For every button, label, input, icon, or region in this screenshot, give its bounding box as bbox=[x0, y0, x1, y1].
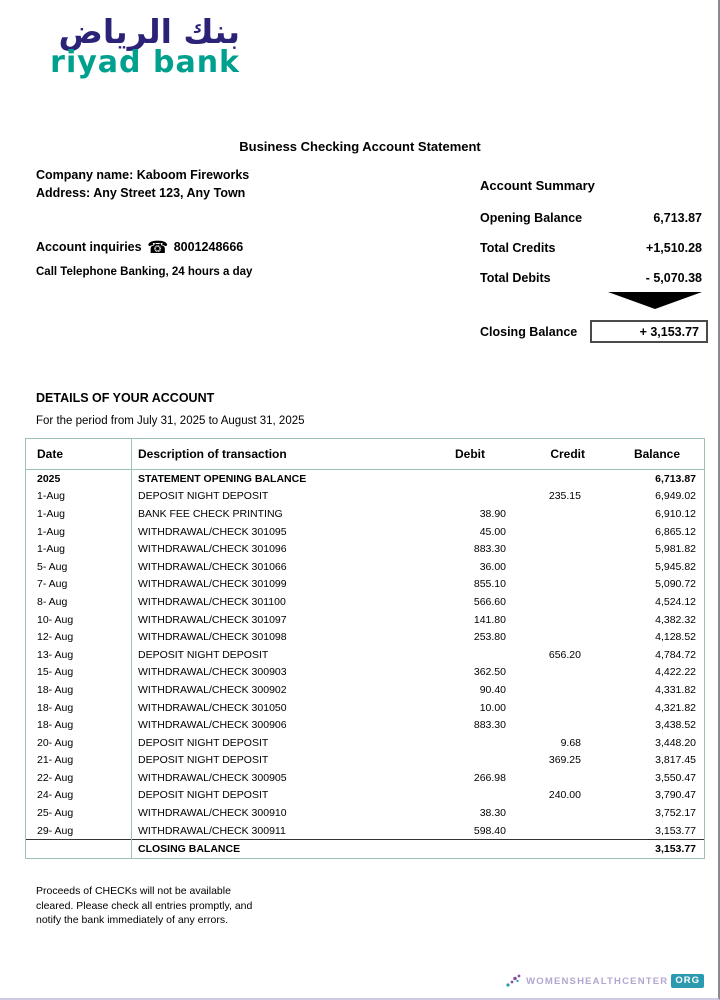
table-row bbox=[26, 488, 704, 506]
cell-description: BANK FEE CHECK PRINTING bbox=[138, 507, 283, 520]
cell-date: 18- Aug bbox=[37, 683, 74, 696]
account-inquiries-label: Account inquiries bbox=[36, 240, 142, 254]
column-header-credit: Credit bbox=[550, 447, 585, 461]
cell-balance: 3,448.20 bbox=[655, 736, 696, 749]
cell-balance: 6,910.12 bbox=[655, 507, 696, 520]
cell-description: WITHDRAWAL/CHECK 300903 bbox=[138, 666, 287, 679]
cell-credit: 656.20 bbox=[548, 648, 581, 661]
closing-balance-row bbox=[480, 320, 708, 344]
telephone-banking-note: Call Telephone Banking, 24 hours a day bbox=[36, 266, 253, 278]
watermark-dots-icon bbox=[505, 973, 523, 989]
cell-balance: 3,438.52 bbox=[655, 719, 696, 732]
cell-description: WITHDRAWAL/CHECK 301099 bbox=[138, 578, 287, 591]
cell-date: 12- Aug bbox=[37, 631, 74, 644]
statement-period: For the period from July 31, 2025 to August 31, 2025 bbox=[36, 415, 305, 427]
table-row bbox=[26, 576, 704, 594]
footer-note-line: Proceeds of CHECKs will not be available bbox=[36, 885, 231, 897]
cell-credit: 235.15 bbox=[548, 490, 581, 503]
cell-date: 22- Aug bbox=[37, 771, 74, 784]
company-address: Address: Any Street 123, Any Town bbox=[36, 186, 246, 200]
footer-note-line: notify the bank immediately of any errors. bbox=[36, 914, 229, 926]
cell-date: 1-Aug bbox=[37, 490, 66, 503]
transactions-table bbox=[25, 438, 705, 859]
cell-balance: 6,949.02 bbox=[655, 490, 696, 503]
cell-description: WITHDRAWAL/CHECK 300906 bbox=[138, 719, 287, 732]
summary-row-value: - 5,070.38 bbox=[645, 271, 702, 285]
watermark-text: WOMENSHEALTHCENTER bbox=[526, 975, 669, 987]
cell-debit: 10.00 bbox=[479, 701, 506, 714]
company-block bbox=[36, 166, 249, 202]
cell-date: 18- Aug bbox=[37, 701, 74, 714]
account-summary-heading: Account Summary bbox=[480, 178, 595, 193]
cell-balance: 5,090.72 bbox=[655, 578, 696, 591]
cell-date: 18- Aug bbox=[37, 719, 74, 732]
table-row bbox=[26, 558, 704, 576]
column-header-description: Description of transaction bbox=[138, 447, 287, 461]
cell-date: 15- Aug bbox=[37, 666, 74, 679]
cell-debit: 45.00 bbox=[479, 525, 506, 538]
cell-description: WITHDRAWAL/CHECK 301095 bbox=[138, 525, 287, 538]
cell-credit: 240.00 bbox=[548, 789, 581, 802]
cell-description: WITHDRAWAL/CHECK 300911 bbox=[138, 824, 286, 837]
cell-description: STATEMENT OPENING BALANCE bbox=[138, 472, 307, 485]
cell-debit: 38.30 bbox=[479, 807, 506, 820]
cell-credit: 9.68 bbox=[560, 736, 581, 749]
cell-balance: 5,981.82 bbox=[655, 543, 696, 556]
arrow-down-icon bbox=[608, 292, 702, 309]
cell-description: DEPOSIT NIGHT DEPOSIT bbox=[138, 648, 269, 661]
cell-description: DEPOSIT NIGHT DEPOSIT bbox=[138, 789, 269, 802]
cell-debit: 362.50 bbox=[473, 666, 506, 679]
summary-row-label: Opening Balance bbox=[480, 211, 583, 225]
cell-balance: 3,790.47 bbox=[655, 789, 696, 802]
cell-balance: 5,945.82 bbox=[655, 560, 696, 573]
cell-debit: 883.30 bbox=[473, 543, 506, 556]
cell-description: CLOSING BALANCE bbox=[138, 843, 241, 856]
cell-debit: 90.40 bbox=[479, 683, 506, 696]
table-row bbox=[26, 593, 704, 611]
cell-date: 20- Aug bbox=[37, 736, 74, 749]
cell-date: 10- Aug bbox=[37, 613, 74, 626]
summary-row-label: Total Credits bbox=[480, 241, 556, 255]
closing-balance-value: + 3,153.77 bbox=[590, 320, 708, 343]
table-row bbox=[26, 734, 704, 752]
table-row bbox=[26, 523, 704, 541]
summary-row bbox=[480, 211, 702, 225]
cell-date: 24- Aug bbox=[37, 789, 74, 802]
cell-balance: 3,550.47 bbox=[655, 771, 696, 784]
footer-note-line: cleared. Please check all entries promptly, and bbox=[36, 899, 253, 912]
cell-description: DEPOSIT NIGHT DEPOSIT bbox=[138, 490, 269, 503]
cell-balance: 3,752.17 bbox=[655, 807, 696, 820]
table-row bbox=[26, 769, 704, 787]
bank-logo-arabic: بنك الرياض bbox=[58, 12, 240, 51]
cell-balance: 4,128.52 bbox=[655, 631, 696, 644]
cell-description: WITHDRAWAL/CHECK 301096 bbox=[138, 543, 287, 556]
telephone-icon: ☎ bbox=[147, 238, 169, 258]
table-row bbox=[26, 804, 704, 822]
watermark-badge: ORG bbox=[671, 974, 704, 988]
cell-balance: 6,713.87 bbox=[655, 472, 696, 485]
cell-debit: 141.80 bbox=[473, 613, 506, 626]
closing-balance-label: Closing Balance bbox=[480, 325, 578, 339]
cell-description: WITHDRAWAL/CHECK 301100 bbox=[138, 595, 286, 608]
account-inquiries-phone: 8001248666 bbox=[173, 240, 244, 254]
cell-date: 25- Aug bbox=[37, 807, 74, 820]
cell-date: 5- Aug bbox=[37, 560, 68, 573]
cell-balance: 4,422.22 bbox=[655, 666, 696, 679]
cell-description: WITHDRAWAL/CHECK 300910 bbox=[138, 807, 287, 820]
column-header-debit: Debit bbox=[455, 447, 485, 461]
cell-balance: 4,331.82 bbox=[655, 683, 696, 696]
summary-row bbox=[480, 271, 702, 285]
cell-debit: 38.90 bbox=[479, 507, 506, 520]
table-row bbox=[26, 470, 704, 488]
summary-row-label: Total Debits bbox=[480, 271, 551, 285]
cell-date: 1-Aug bbox=[37, 507, 66, 520]
column-header-date: Date bbox=[37, 447, 64, 461]
table-row bbox=[26, 540, 704, 558]
cell-date: 8- Aug bbox=[37, 595, 68, 608]
table-row bbox=[26, 646, 704, 664]
bank-logo bbox=[20, 14, 240, 78]
bank-logo-latin: riyad bank bbox=[50, 45, 240, 80]
column-header-balance: Balance bbox=[633, 447, 680, 461]
table-row bbox=[26, 822, 704, 840]
cell-date: 1-Aug bbox=[37, 525, 66, 538]
cell-debit: 598.40 bbox=[473, 824, 506, 837]
cell-description: WITHDRAWAL/CHECK 301098 bbox=[138, 631, 287, 644]
table-row bbox=[26, 716, 704, 734]
cell-date: 7- Aug bbox=[37, 578, 68, 591]
cell-balance: 6,865.12 bbox=[655, 525, 696, 538]
summary-row-value: 6,713.87 bbox=[653, 211, 702, 225]
cell-credit: 369.25 bbox=[548, 754, 581, 767]
cell-description: WITHDRAWAL/CHECK 301050 bbox=[138, 701, 287, 714]
cell-balance: 4,524.12 bbox=[655, 595, 696, 608]
company-name: Company name: Kaboom Fireworks bbox=[36, 168, 250, 182]
table-row bbox=[26, 787, 704, 805]
cell-description: WITHDRAWAL/CHECK 301066 bbox=[138, 560, 287, 573]
table-row bbox=[26, 839, 704, 857]
table-row bbox=[26, 752, 704, 770]
cell-date: 13- Aug bbox=[37, 648, 74, 661]
date-column-divider bbox=[131, 439, 132, 858]
table-row bbox=[26, 611, 704, 629]
cell-debit: 36.00 bbox=[479, 560, 506, 573]
table-row bbox=[26, 505, 704, 523]
site-watermark bbox=[505, 973, 704, 989]
document-title: Business Checking Account Statement bbox=[239, 139, 481, 154]
table-row bbox=[26, 628, 704, 646]
cell-description: WITHDRAWAL/CHECK 300905 bbox=[138, 771, 287, 784]
summary-row-value: +1,510.28 bbox=[646, 241, 702, 255]
cell-date: 21- Aug bbox=[37, 754, 74, 767]
cell-debit: 883.30 bbox=[473, 719, 506, 732]
table-row bbox=[26, 681, 704, 699]
cell-balance: 3,817.45 bbox=[655, 754, 696, 767]
cell-description: WITHDRAWAL/CHECK 300902 bbox=[138, 683, 287, 696]
cell-balance: 4,784.72 bbox=[655, 648, 696, 661]
cell-balance: 4,382.32 bbox=[655, 613, 696, 626]
details-heading: DETAILS OF YOUR ACCOUNT bbox=[36, 391, 215, 405]
cell-balance: 3,153.77 bbox=[655, 824, 696, 837]
cell-debit: 253.80 bbox=[473, 631, 506, 644]
summary-row bbox=[480, 241, 702, 255]
table-row bbox=[26, 699, 704, 717]
cell-date: 1-Aug bbox=[37, 543, 66, 556]
cell-date: 2025 bbox=[37, 472, 61, 485]
cell-description: DEPOSIT NIGHT DEPOSIT bbox=[138, 754, 269, 767]
table-body bbox=[26, 470, 704, 858]
cell-balance: 4,321.82 bbox=[655, 701, 696, 714]
cell-debit: 266.98 bbox=[473, 771, 506, 784]
cell-date: 29- Aug bbox=[37, 824, 74, 837]
cell-description: WITHDRAWAL/CHECK 301097 bbox=[138, 613, 287, 626]
account-inquiries bbox=[36, 238, 243, 258]
table-header-row bbox=[26, 439, 704, 470]
cell-debit: 855.10 bbox=[473, 578, 506, 591]
table-row bbox=[26, 664, 704, 682]
cell-debit: 566.60 bbox=[473, 595, 506, 608]
cell-balance: 3,153.77 bbox=[655, 843, 696, 856]
footer-note bbox=[36, 884, 252, 928]
cell-description: DEPOSIT NIGHT DEPOSIT bbox=[138, 736, 269, 749]
